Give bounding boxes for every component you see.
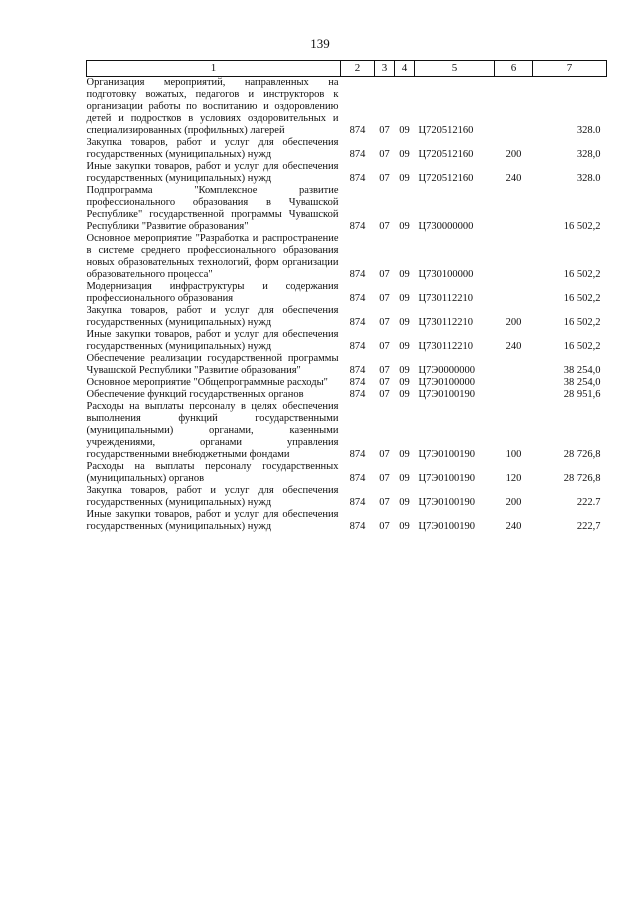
row-section: 07 bbox=[379, 497, 390, 508]
row-name: Закупка товаров, работ и услуг для обеспечения государственных (муниципальных) нужд bbox=[86, 485, 339, 508]
row-name: Расходы на выплаты персоналу в целях обеспечения выполнения функций государственными (муниципальными) органами, казенными учреждениями, органами управления государственными внебюджетными фондами bbox=[86, 401, 339, 460]
row-section: 07 bbox=[379, 389, 390, 400]
row-expense-type bbox=[495, 185, 533, 233]
budget-table bbox=[86, 60, 607, 533]
row-subsection: 09 bbox=[399, 341, 410, 352]
row-subsection: 09 bbox=[399, 269, 410, 280]
row-name: Обеспечение реализации государственной программы Чувашской Республики "Развитие образования" bbox=[86, 353, 339, 376]
row-target-article: Ц720512160 bbox=[418, 173, 474, 184]
row-section: 07 bbox=[379, 521, 390, 532]
table-row bbox=[87, 461, 607, 485]
row-amount: 38 254,0 bbox=[563, 377, 601, 388]
row-grbs: 874 bbox=[349, 377, 366, 388]
row-section: 07 bbox=[379, 317, 390, 328]
row-subsection: 09 bbox=[399, 365, 410, 376]
row-subsection: 09 bbox=[399, 497, 410, 508]
row-name: Основное мероприятие "Общепрограммные расходы" bbox=[86, 377, 328, 388]
table-row bbox=[87, 485, 607, 509]
row-amount: 328.0 bbox=[576, 173, 601, 184]
row-name: Модернизация инфраструктуры и содержания профессионального образования bbox=[86, 281, 339, 304]
header-col-2: 2 bbox=[341, 61, 375, 77]
row-target-article: Ц730112210 bbox=[418, 293, 473, 304]
row-subsection: 09 bbox=[399, 317, 410, 328]
row-expense-type: 120 bbox=[505, 473, 522, 484]
row-expense-type: 240 bbox=[505, 341, 522, 352]
row-expense-type bbox=[495, 281, 533, 305]
header-row bbox=[87, 61, 607, 77]
table-body bbox=[87, 77, 607, 534]
row-amount: 28 726,8 bbox=[563, 449, 601, 460]
row-name: Закупка товаров, работ и услуг для обеспечения государственных (муниципальных) нужд bbox=[86, 305, 339, 328]
table-row bbox=[87, 233, 607, 281]
row-target-article: Ц730112210 bbox=[418, 317, 473, 328]
row-target-article: Ц730100000 bbox=[418, 269, 474, 280]
row-expense-type: 200 bbox=[505, 149, 522, 160]
row-amount: 328,0 bbox=[576, 149, 601, 160]
row-subsection: 09 bbox=[399, 377, 410, 388]
row-target-article: Ц7Э0100190 bbox=[418, 389, 476, 400]
row-amount: 16 502,2 bbox=[563, 341, 601, 352]
row-subsection: 09 bbox=[399, 173, 410, 184]
row-expense-type bbox=[495, 77, 533, 138]
row-amount: 16 502,2 bbox=[563, 317, 601, 328]
table-row bbox=[87, 305, 607, 329]
row-target-article: Ц7Э0100190 bbox=[418, 497, 476, 508]
header-col-3: 3 bbox=[375, 61, 395, 77]
row-subsection: 09 bbox=[399, 125, 410, 136]
table-row bbox=[87, 353, 607, 377]
row-section: 07 bbox=[379, 293, 390, 304]
row-grbs: 874 bbox=[349, 521, 366, 532]
row-expense-type bbox=[495, 353, 533, 377]
table-row bbox=[87, 509, 607, 533]
row-section: 07 bbox=[379, 341, 390, 352]
header-col-1: 1 bbox=[87, 61, 341, 77]
row-expense-type: 240 bbox=[505, 521, 522, 532]
row-subsection: 09 bbox=[399, 473, 410, 484]
row-name: Расходы на выплаты персоналу государственных (муниципальных) органов bbox=[86, 461, 339, 484]
row-name: Организация мероприятий, направленных на подготовку вожатых, педагогов и инструкторов к организации работы по воспитанию и оздоровлению детей и подростков в условиях оздоровительных и специализированных (профильных) лагерей bbox=[86, 77, 339, 136]
row-amount: 38 254,0 bbox=[563, 365, 601, 376]
row-expense-type: 240 bbox=[505, 173, 522, 184]
row-grbs: 874 bbox=[349, 473, 366, 484]
row-name: Основное мероприятие "Разработка и распространение в системе среднего профессионального образования новых образовательных технологий, форм организации образовательного процесса" bbox=[86, 233, 339, 280]
row-target-article: Ц7Э0100000 bbox=[418, 377, 476, 388]
table-row bbox=[87, 329, 607, 353]
row-grbs: 874 bbox=[349, 269, 366, 280]
row-section: 07 bbox=[379, 377, 390, 388]
row-section: 07 bbox=[379, 149, 390, 160]
header-col-7: 7 bbox=[533, 61, 607, 77]
row-subsection: 09 bbox=[399, 521, 410, 532]
row-target-article: Ц7Э0100190 bbox=[418, 521, 476, 532]
row-subsection: 09 bbox=[399, 221, 410, 232]
row-section: 07 bbox=[379, 221, 390, 232]
row-section: 07 bbox=[379, 269, 390, 280]
table-row bbox=[87, 401, 607, 461]
table-row bbox=[87, 281, 607, 305]
header-col-5: 5 bbox=[415, 61, 495, 77]
row-name: Иные закупки товаров, работ и услуг для обеспечения государственных (муниципальных) нужд bbox=[86, 509, 339, 532]
table-row bbox=[87, 161, 607, 185]
table-row bbox=[87, 377, 607, 389]
row-expense-type: 100 bbox=[505, 449, 522, 460]
row-amount: 16 502,2 bbox=[563, 293, 601, 304]
row-section: 07 bbox=[379, 473, 390, 484]
row-name: Иные закупки товаров, работ и услуг для обеспечения государственных (муниципальных) нужд bbox=[86, 329, 339, 352]
row-grbs: 874 bbox=[349, 293, 366, 304]
row-section: 07 bbox=[379, 125, 390, 136]
row-amount: 222,7 bbox=[576, 521, 601, 532]
row-section: 07 bbox=[379, 449, 390, 460]
row-name: Иные закупки товаров, работ и услуг для обеспечения государственных (муниципальных) нужд bbox=[86, 161, 339, 184]
row-amount: 28 951,6 bbox=[563, 389, 601, 400]
row-amount: 16 502,2 bbox=[563, 269, 601, 280]
row-amount: 222.7 bbox=[576, 497, 601, 508]
row-target-article: Ц720512160 bbox=[418, 125, 474, 136]
row-grbs: 874 bbox=[349, 449, 366, 460]
row-subsection: 09 bbox=[399, 389, 410, 400]
row-section: 07 bbox=[379, 365, 390, 376]
row-expense-type bbox=[495, 377, 533, 389]
row-target-article: Ц730000000 bbox=[418, 221, 474, 232]
row-grbs: 874 bbox=[349, 497, 366, 508]
row-expense-type: 200 bbox=[505, 317, 522, 328]
row-grbs: 874 bbox=[349, 173, 366, 184]
row-grbs: 874 bbox=[349, 317, 366, 328]
row-target-article: Ц7Э0000000 bbox=[418, 365, 476, 376]
row-name: Закупка товаров, работ и услуг для обеспечения государственных (муниципальных) нужд bbox=[86, 137, 339, 160]
row-expense-type bbox=[495, 389, 533, 401]
row-grbs: 874 bbox=[349, 125, 366, 136]
row-target-article: Ц730112210 bbox=[418, 341, 473, 352]
row-amount: 28 726,8 bbox=[563, 473, 601, 484]
row-grbs: 874 bbox=[349, 365, 366, 376]
row-amount: 16 502,2 bbox=[563, 221, 601, 232]
row-target-article: Ц7Э0100190 bbox=[418, 473, 476, 484]
row-name: Подпрограмма "Комплексное развитие профессионального образования в Чувашской Республике" государственной программы Чувашской Республики "Развитие образования" bbox=[86, 185, 339, 232]
page-number: 139 bbox=[310, 36, 330, 51]
table-header bbox=[87, 61, 607, 77]
row-amount: 328.0 bbox=[576, 125, 601, 136]
row-name: Обеспечение функций государственных органов bbox=[86, 389, 304, 400]
row-expense-type bbox=[495, 233, 533, 281]
row-grbs: 874 bbox=[349, 389, 366, 400]
header-col-4: 4 bbox=[395, 61, 415, 77]
row-grbs: 874 bbox=[349, 221, 366, 232]
table-row bbox=[87, 77, 607, 138]
row-subsection: 09 bbox=[399, 293, 410, 304]
row-target-article: Ц720512160 bbox=[418, 149, 474, 160]
table-row bbox=[87, 137, 607, 161]
table-row bbox=[87, 185, 607, 233]
row-grbs: 874 bbox=[349, 341, 366, 352]
row-expense-type: 200 bbox=[505, 497, 522, 508]
row-section: 07 bbox=[379, 173, 390, 184]
header-col-6: 6 bbox=[495, 61, 533, 77]
row-grbs: 874 bbox=[349, 149, 366, 160]
row-target-article: Ц7Э0100190 bbox=[418, 449, 476, 460]
table-row bbox=[87, 389, 607, 401]
row-subsection: 09 bbox=[399, 149, 410, 160]
row-subsection: 09 bbox=[399, 449, 410, 460]
